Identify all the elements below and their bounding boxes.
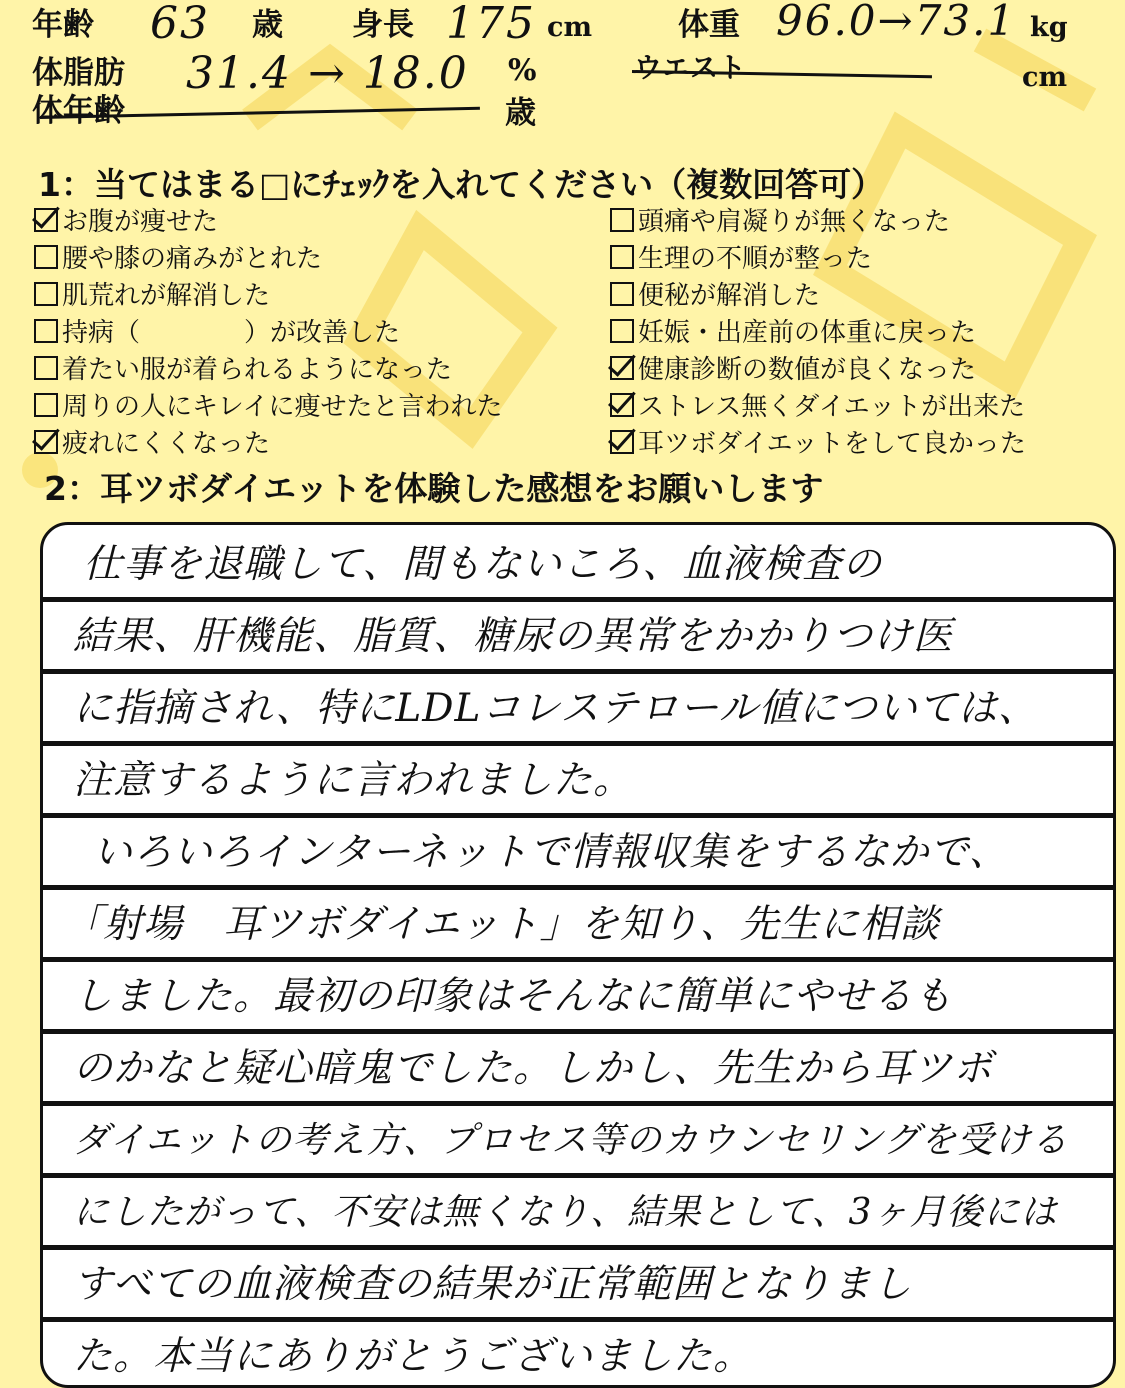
checkbox[interactable] (610, 245, 634, 269)
checklist-item-label: 周りの人にキレイに痩せたと言われた (62, 392, 503, 422)
impression-line: すべての血液検査の結果が正常範囲となりまし (43, 1245, 1113, 1322)
checklist-item-label: 妊娠・出産前の体重に戻った (638, 318, 977, 348)
checklist-item-label: 疲れにくくなった (62, 429, 271, 459)
checklist-left (34, 201, 502, 460)
age-value: 63 (150, 0, 210, 49)
impression-line: 「射場 耳ツボダイエット」を知り、先生に相談 (43, 885, 1113, 962)
impression-line: に指摘され、特にLDLコレステロール値については、 (43, 669, 1113, 746)
checklist-item[interactable] (610, 349, 1026, 386)
checklist-item[interactable] (610, 423, 1026, 460)
checklist-item-label: 生理の不順が整った (638, 244, 873, 274)
checklist-item-label: 便秘が解消した (638, 281, 821, 311)
bodyage-label: 体年齢 (32, 93, 125, 129)
weight-value: 96.0→73.1 (776, 0, 1017, 45)
bodyage-unit: 歳 (505, 95, 536, 131)
impression-line: ダイエットの考え方、プロセス等のカウンセリングを受ける (43, 1101, 1113, 1178)
checkbox[interactable] (610, 282, 634, 306)
checklist-item-label: 腰や膝の痛みがとれた (62, 244, 323, 274)
impression-line: 仕事を退職して、間もないころ、血液検査の (43, 525, 1113, 602)
checklist-right (610, 201, 1026, 460)
checkbox[interactable] (34, 430, 58, 454)
impression-line: た。本当にありがとうございました。 (73, 1334, 754, 1379)
checklist-item[interactable] (610, 312, 1026, 349)
checklist-item-label: 肌荒れが解消した (62, 281, 271, 311)
section2-title: 2：耳ツボダイエットを体験した感想をお願いします (44, 469, 824, 508)
section1-title: 1：当てはまる□にﾁｪｯｸを入れてください（複数回答可） (38, 165, 885, 204)
impression-line: のかなと疑心暗鬼でした。しかし、先生から耳ツボ (43, 1029, 1113, 1106)
weight-unit: kg (1030, 12, 1068, 43)
checklist-item[interactable] (34, 238, 502, 275)
impression-line: 結果、肝機能、脂質、糖尿の異常をかかりつけ医 (43, 597, 1113, 674)
checkbox[interactable] (34, 356, 58, 380)
checklist-item-label: ストレス無くダイエットが出来た (638, 392, 1026, 422)
checklist-item-label: 着たい服が着られるようになった (62, 355, 453, 385)
checklist-item[interactable] (610, 386, 1026, 423)
checklist-item[interactable] (34, 312, 502, 349)
waist-label: ウエスト (634, 51, 747, 84)
checklist-item[interactable] (34, 201, 502, 238)
checklist-item[interactable] (34, 386, 502, 423)
weight-label: 体重 (678, 7, 740, 43)
age-label: 年齢 (32, 7, 94, 43)
checklist-item-label: 健康診断の数値が良くなった (638, 355, 977, 385)
impression-line: にしたがって、不安は無くなり、結果として、3ヶ月後には (43, 1173, 1113, 1250)
checklist-item[interactable] (34, 349, 502, 386)
impression-line: しました。最初の印象はそんなに簡単にやせるも (43, 957, 1113, 1034)
checkbox[interactable] (34, 245, 58, 269)
checkbox[interactable] (34, 282, 58, 306)
height-value: 175 (446, 0, 536, 49)
checkbox[interactable] (610, 356, 634, 380)
checkbox[interactable] (610, 208, 634, 232)
checklist-item[interactable] (610, 238, 1026, 275)
checkbox[interactable] (34, 208, 58, 232)
checkbox[interactable] (610, 430, 634, 454)
checklist-item[interactable] (34, 275, 502, 312)
impression-panel (40, 522, 1116, 1388)
checklist-item-label: 耳ツボダイエットをして良かった (638, 429, 1026, 459)
checklist-item-label: 持病（ ）が改善した (62, 318, 401, 348)
checklist-item-label: 頭痛や肩凝りが無くなった (638, 207, 951, 237)
checkbox[interactable] (34, 319, 58, 343)
checkbox[interactable] (610, 393, 634, 417)
checklist-item[interactable] (34, 423, 502, 460)
checkbox[interactable] (34, 393, 58, 417)
height-unit: cm (547, 12, 593, 43)
checkbox[interactable] (610, 319, 634, 343)
bodyfat-value: 31.4 → 18.0 (186, 48, 469, 99)
impression-line: いろいろインターネットで情報収集をするなかで、 (43, 813, 1113, 890)
checklist-item[interactable] (610, 201, 1026, 238)
bodyfat-label: 体脂肪 (32, 55, 125, 91)
height-label: 身長 (352, 7, 414, 43)
impression-line: 注意するように言われました。 (43, 741, 1113, 818)
checklist-item[interactable] (610, 275, 1026, 312)
bodyfat-unit: % (508, 53, 537, 88)
waist-unit: cm (1022, 62, 1068, 93)
age-unit: 歳 (252, 7, 283, 43)
checklist-item-label: お腹が痩せた (62, 207, 219, 237)
